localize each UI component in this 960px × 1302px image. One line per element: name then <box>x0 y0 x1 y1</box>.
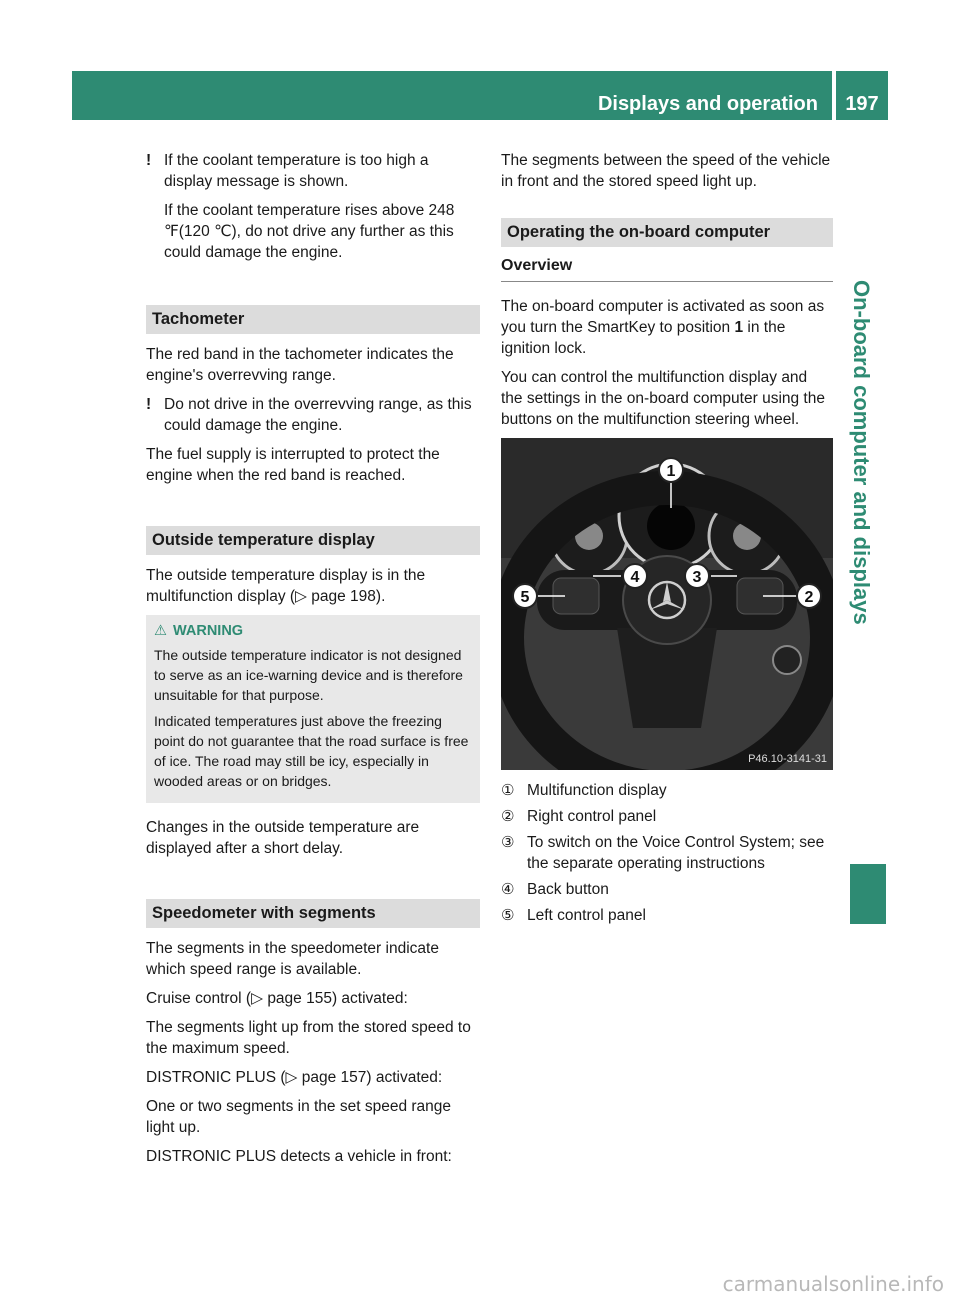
page-number: 197 <box>836 71 888 120</box>
notice-icon: ! <box>146 396 152 413</box>
outside-temp-paragraph-1: The outside temperature display is in the multifunction display (▷ page 198). <box>146 567 426 605</box>
legend-item: ② Right control panel <box>501 808 657 825</box>
svg-text:5: 5 <box>520 589 530 606</box>
speedometer-paragraph-2: Cruise control (▷ page 155) activated: <box>146 990 408 1007</box>
tachometer-paragraph-1: The red band in the tachometer indicates the engine's overrevving range. <box>146 346 454 384</box>
speedometer-paragraph-1: The segments in the speedometer indicate which speed range is available. <box>146 940 439 978</box>
side-tab-label: On-board computer and displays <box>849 280 874 625</box>
speedometer-paragraph-6: DISTRONIC PLUS detects a vehicle in front: <box>146 1148 452 1165</box>
speedometer-paragraph-4: DISTRONIC PLUS (▷ page 157) activated: <box>146 1069 443 1086</box>
callout-4 <box>623 564 647 588</box>
subheading-overview: Overview <box>501 257 833 282</box>
watermark: carmanualsonline.info <box>722 1272 944 1296</box>
svg-text:4: 4 <box>630 569 640 586</box>
steering-wheel-illustration <box>501 438 833 770</box>
svg-text:3: 3 <box>692 569 702 586</box>
legend-list <box>501 780 833 926</box>
svg-text:2: 2 <box>804 589 814 606</box>
section-heading-obc: Operating the on-board computer <box>501 218 833 247</box>
tachometer-notice: ! Do not drive in the overrevving range, as this could damage the engine. <box>146 396 472 434</box>
legend-item: ④ Back button <box>501 881 609 898</box>
overview-paragraph-1: The on-board computer is activated as soon as you turn the SmartKey to position 1 in the ignition lock. <box>501 298 825 357</box>
tachometer-paragraph-2: The fuel supply is interrupted to protect the engine when the red band is reached. <box>146 446 440 484</box>
steering-wheel-photo <box>501 438 833 770</box>
legend-item: ① Multifunction display <box>501 782 667 799</box>
overview-paragraph-2: You can control the multifunction display and the settings in the on-board computer using the buttons on the multifunction steering wheel. <box>501 369 825 428</box>
right-column <box>501 150 833 931</box>
warning-title: ⚠ WARNING <box>154 623 244 639</box>
coolant-notice-detail: If the coolant temperature rises above 248 ℉(120 ℃), do not drive any further as this could damage the engine. <box>164 202 455 261</box>
callout-1 <box>659 458 683 482</box>
section-heading-speedometer: Speedometer with segments <box>146 899 480 928</box>
section-heading-outside-temp: Outside temperature display <box>146 526 480 555</box>
continued-paragraph: The segments between the speed of the vehicle in front and the stored speed light up. <box>501 152 831 190</box>
callout-3 <box>685 564 709 588</box>
side-tab-marker <box>850 864 886 924</box>
warning-box <box>146 615 480 803</box>
left-column <box>146 150 480 1175</box>
speedometer-paragraph-3: The segments light up from the stored speed to the maximum speed. <box>146 1019 471 1057</box>
section-heading-tachometer: Tachometer <box>146 305 480 334</box>
callout-5 <box>513 584 537 608</box>
coolant-notice: ! If the coolant temperature is too high a display message is shown. <box>146 152 429 190</box>
warning-triangle-icon: ⚠ <box>154 623 167 639</box>
notice-icon: ! <box>146 152 152 169</box>
side-tab <box>840 120 888 1220</box>
header-title: Displays and operation <box>597 93 818 115</box>
speedometer-paragraph-5: One or two segments in the set speed range light up. <box>146 1098 452 1136</box>
header-bar <box>72 71 832 120</box>
warning-paragraph-1: The outside temperature indicator is not designed to serve as an ice-warning device and is therefore unsuitable for that purpose. <box>154 647 463 703</box>
warning-paragraph-2: Indicated temperatures just above the freezing point do not guarantee that the road surface is free of ice. The road may still be icy, especially in wooded areas or on bridges. <box>154 713 469 789</box>
callout-2 <box>797 584 821 608</box>
image-code: P46.10-3141-31 <box>748 753 827 765</box>
legend-item: ③ To switch on the Voice Control System; see the separate operating instructions <box>501 834 825 872</box>
svg-text:1: 1 <box>666 463 676 480</box>
legend-item: ⑤ Left control panel <box>501 907 646 924</box>
outside-temp-paragraph-2: Changes in the outside temperature are displayed after a short delay. <box>146 819 420 857</box>
